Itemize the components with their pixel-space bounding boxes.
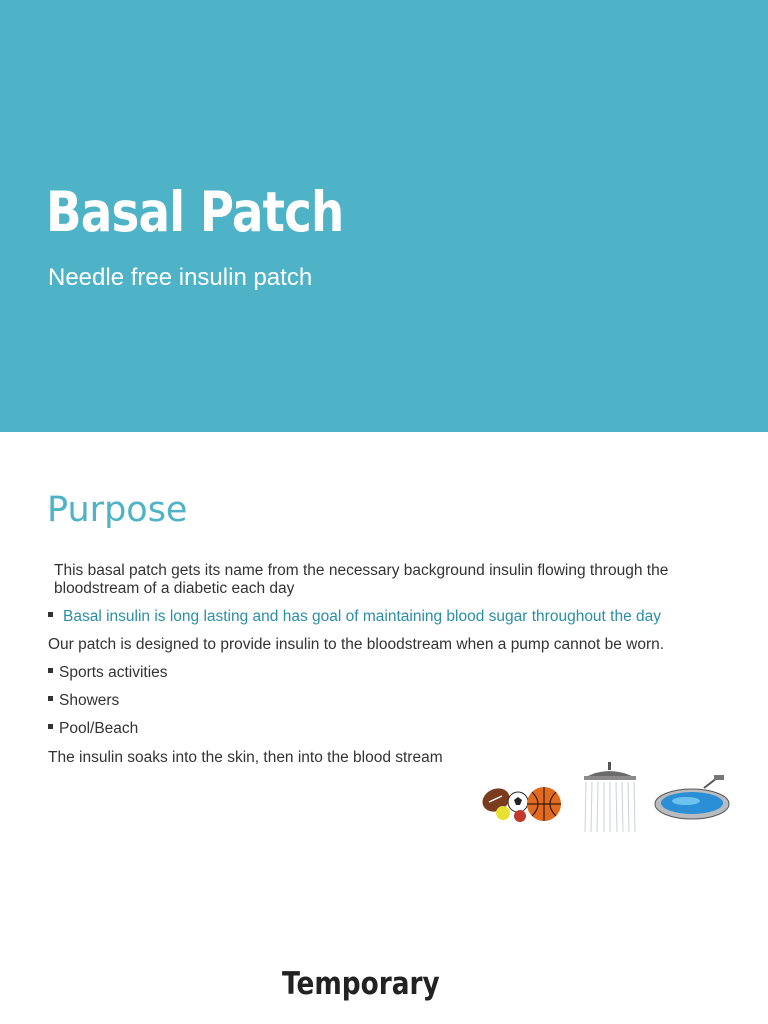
page-title: Basal Patch xyxy=(46,180,344,244)
bullet-icon xyxy=(48,612,53,617)
intro-paragraph: This basal patch gets its name from the necessary background insulin flowing through the bloodstream of a diabetic each day xyxy=(54,562,669,597)
title-banner xyxy=(0,0,768,432)
highlight-bullet xyxy=(48,608,661,626)
soaks-paragraph: The insulin soaks into the skin, then into the blood stream xyxy=(48,749,443,766)
designed-paragraph: Our patch is designed to provide insulin to the bloodstream when a pump cannot be worn. xyxy=(48,636,665,653)
illustrations xyxy=(476,758,738,848)
list-item xyxy=(48,664,168,692)
list-item xyxy=(48,720,168,748)
page-subtitle: Needle free insulin patch xyxy=(48,264,313,291)
highlight-text: Basal insulin is long lasting and has goal of maintaining blood sugar throughout the day xyxy=(63,608,662,625)
bullet-icon xyxy=(48,668,53,673)
list-item-label: Showers xyxy=(59,692,120,709)
swimming-pool-icon xyxy=(655,775,729,819)
shower-head-icon xyxy=(584,762,636,832)
list-item-label: Sports activities xyxy=(59,664,168,681)
purpose-heading: Purpose xyxy=(47,490,188,530)
temporary-heading: Temporary xyxy=(282,966,440,1002)
use-case-list xyxy=(48,664,168,748)
bullet-icon xyxy=(48,696,53,701)
sports-balls-icon xyxy=(479,784,561,822)
list-item xyxy=(48,692,168,720)
bullet-icon xyxy=(48,724,53,729)
list-item-label: Pool/Beach xyxy=(59,720,139,737)
